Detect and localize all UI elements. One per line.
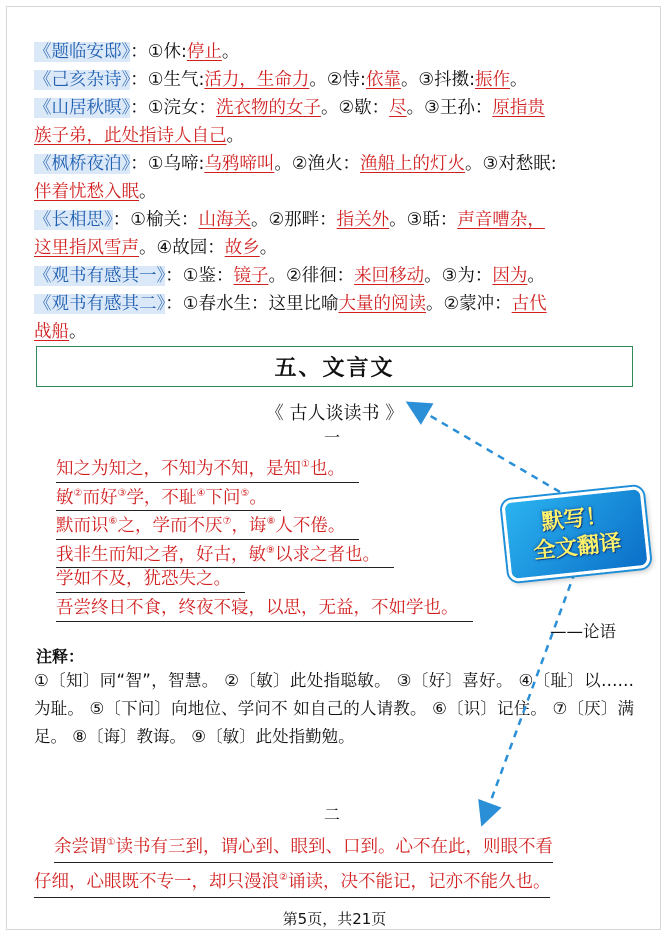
- label-text: 。: [139, 182, 157, 202]
- notes-heading: 注释：: [36, 647, 85, 666]
- arrow-to-title: [410, 404, 560, 492]
- label-text: 。②歇：: [320, 98, 390, 118]
- answer-text: 洗衣物的女子: [215, 98, 321, 118]
- text-fragment: 敏: [56, 487, 74, 508]
- page-footer: 第5页，共21页: [282, 910, 387, 928]
- footnote-marker: ③: [117, 487, 127, 499]
- answer-text: 活力，生命力: [204, 70, 310, 90]
- footnote-marker: ⑨: [266, 544, 275, 556]
- label-text: 。④故园：: [139, 238, 225, 258]
- text-fragment: 人不倦。: [275, 515, 346, 536]
- footnote-marker: ④: [196, 487, 206, 499]
- label-text: 。③为：: [424, 266, 493, 286]
- answer-text: 来回移动: [354, 266, 425, 286]
- label-text: 。③抖擞:: [400, 70, 476, 90]
- label-text: ：①鉴：: [165, 266, 234, 286]
- answer-text: 声音嘈杂，: [457, 210, 545, 230]
- label-text: 。②那畔：: [250, 210, 337, 230]
- arrow-to-part-two: [483, 572, 575, 822]
- answer-text: 乌鸦啼叫: [204, 154, 275, 174]
- label-text: ：①休:: [130, 42, 187, 62]
- footnote-marker: ⑦: [222, 516, 232, 527]
- source-attribution: ——论语: [550, 622, 616, 641]
- answer-text: 山海关: [198, 210, 251, 230]
- poem-title: 《题临安邸》: [34, 42, 131, 62]
- sticker-line-2: 全文翻译: [532, 530, 623, 565]
- label-text: 。②徘徊：: [268, 266, 355, 286]
- answer-text: 渔船上的灯火: [360, 154, 466, 174]
- footnote-marker: ②: [279, 871, 288, 883]
- part-one-label: 一: [324, 428, 341, 447]
- text-fragment: 诵读，决不能记，记亦不能久也。: [287, 871, 551, 892]
- dictation-translation-sticker: [501, 486, 651, 582]
- poem-title: 《己亥杂诗》: [34, 70, 131, 90]
- text-fragment: 学，不耻: [126, 487, 197, 508]
- text-fragment: 读书有三到，谓心到、眼到、口到。心不在此，则眼不看: [115, 836, 553, 857]
- poem-title: 《山居秋暝》: [34, 98, 131, 118]
- label-text: 。: [527, 266, 545, 286]
- text-fragment: 下问: [205, 487, 241, 508]
- poem-title: 《观书有感其二》: [34, 294, 166, 314]
- label-text: 。②恃:: [309, 70, 366, 90]
- text-fragment: 而好: [82, 487, 118, 508]
- label-text: 。: [69, 322, 87, 342]
- label-text: 。②蒙冲：: [425, 294, 512, 314]
- sticker-line-1: 默写！: [540, 503, 609, 536]
- label-text: ：①榆关：: [112, 210, 199, 230]
- text-fragment: 之，学而不厌: [117, 515, 223, 536]
- poem-title: 《观书有感其一》: [34, 266, 166, 286]
- poem-title: 《长相思》: [34, 210, 113, 230]
- label-text: 。③聒：: [389, 210, 458, 230]
- text-fragment: 学如不及，犹恐失之。: [56, 569, 231, 589]
- footnote-marker: ⑤: [240, 487, 250, 499]
- label-text: 。③王孙：: [406, 98, 493, 118]
- text-fragment: 知之为知之，不知为不知，是知: [56, 458, 301, 479]
- answer-text: 故乡: [224, 238, 260, 258]
- label-text: 。: [221, 42, 240, 62]
- label-text: 。③对愁眠:: [465, 154, 557, 174]
- answer-text: 伴着忧愁入眠: [34, 182, 139, 202]
- notes-text: ①〔知〕同“智”，智慧。 ②〔敏〕此处指聪敏。 ③〔好〕喜好。 ④〔耻〕以……为耻。 ⑤〔下问〕向地位、学问不 如自己的人请教。 ⑥〔识〕记住。 ⑦〔厌〕满足。 ⑧〔诲〕教诲。 ⑨〔敏〕此处指勤勉。: [34, 671, 634, 746]
- answer-text: 镜子: [233, 266, 269, 286]
- text-fragment: 余尝谓: [54, 836, 107, 857]
- label-text: ：①春水生：这里比喻: [165, 294, 339, 314]
- answer-text: 尽: [389, 98, 407, 118]
- text-fragment: 。: [249, 487, 267, 508]
- footnote-marker: ②: [73, 487, 83, 499]
- answer-text: 振作: [475, 70, 511, 90]
- footnote-marker: ①: [301, 459, 310, 470]
- answer-text: 依靠: [365, 70, 401, 90]
- footnote-marker: ①: [106, 837, 116, 848]
- answer-text: 大量的阅读: [338, 294, 426, 314]
- part-two-label: 二: [324, 805, 341, 824]
- label-text: 。: [226, 126, 244, 146]
- answer-text: 族子弟，此处指诗人自己: [34, 126, 227, 146]
- answer-text: 因为: [492, 266, 528, 286]
- label-text: 。: [510, 70, 528, 90]
- answer-text: 原指贵: [492, 98, 545, 118]
- label-text: ：①浣女：: [130, 98, 216, 118]
- answer-text: 停止: [186, 42, 222, 62]
- answer-text: 古代: [511, 294, 547, 314]
- text-fragment: 仔细，心眼既不专一，却只漫浪: [34, 871, 279, 892]
- answer-text: 这里指风雪声: [34, 238, 139, 258]
- answer-text: 指关外: [336, 210, 390, 230]
- text-fragment: 吾尝终日不食，终夜不寝，以思，无益，不如学也。: [56, 597, 459, 618]
- poem-title: 《枫桥夜泊》: [34, 154, 131, 174]
- label-text: 。: [259, 238, 278, 258]
- label-text: ：①生气:: [130, 70, 205, 90]
- label-text: 。②渔火：: [274, 154, 361, 174]
- text-fragment: 我非生而知之者，好古，敏: [56, 544, 266, 565]
- text-fragment: 以求之者也。: [274, 544, 380, 565]
- text-fragment: 默而识: [56, 515, 109, 536]
- answer-text: 战船: [34, 322, 69, 342]
- text-fragment: ，诲: [231, 515, 267, 536]
- label-text: ：①乌啼:: [130, 154, 205, 174]
- footnote-marker: ⑧: [266, 516, 276, 527]
- text-fragment: 也。: [309, 458, 345, 479]
- footnote-marker: ⑥: [108, 516, 118, 527]
- section-title: 五、文言文: [274, 356, 395, 381]
- passage-title: 《 古人谈读书 》: [265, 403, 404, 424]
